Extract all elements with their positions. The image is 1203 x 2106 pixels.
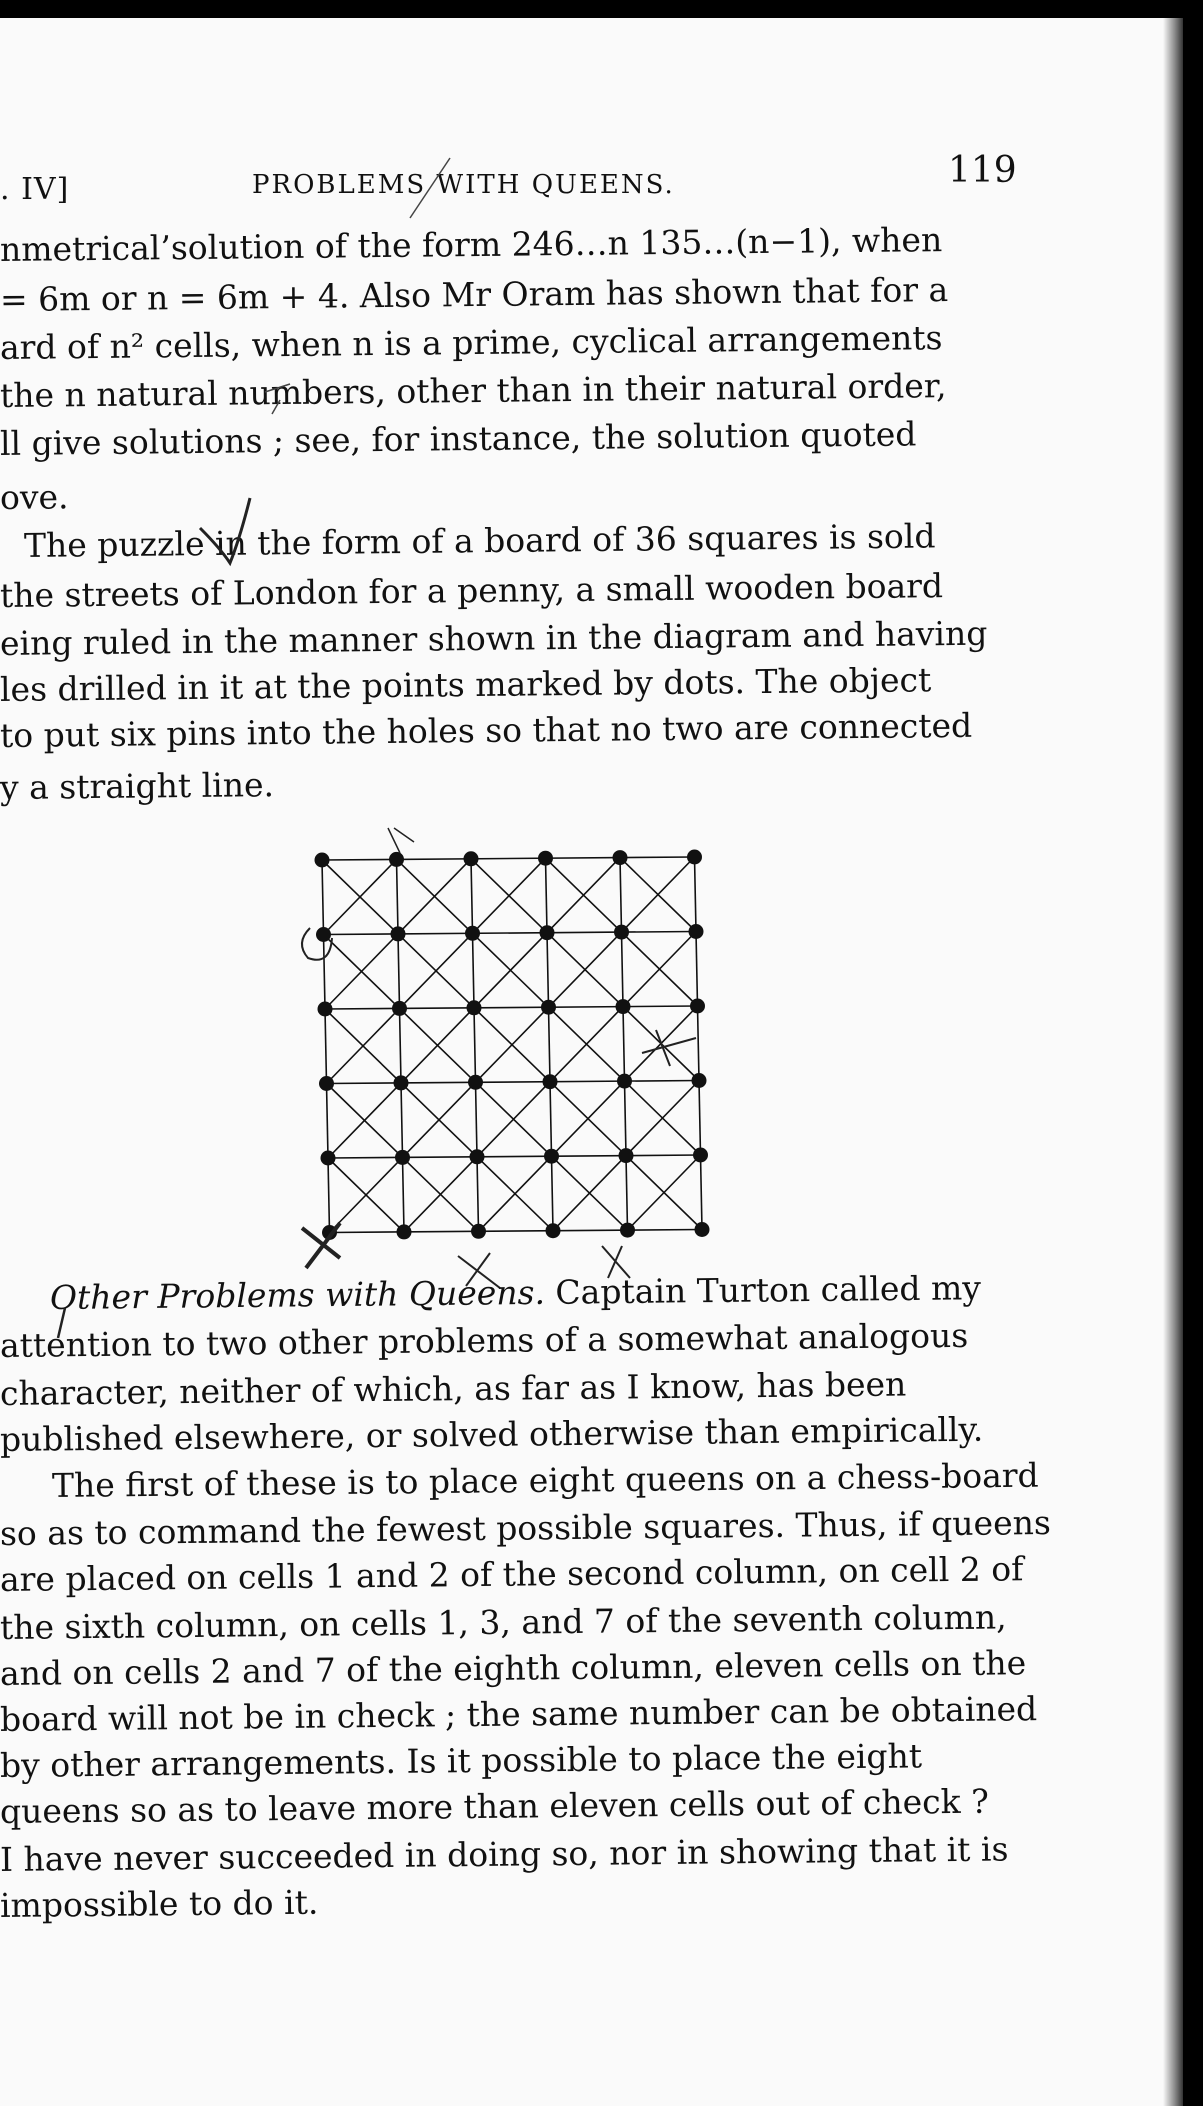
hole-dot (316, 927, 331, 942)
hole-dot (391, 926, 406, 941)
hole-dot (321, 1151, 336, 1166)
text-line: ard of n² cells, when n is a prime, cyclical arrangements (0, 318, 943, 367)
grid-diagonal (626, 1081, 699, 1156)
hole-dot (687, 850, 702, 865)
grid-diagonal (325, 934, 398, 1009)
text-line: = 6m or n = 6m + 4. Also Mr Oram has shown that for a (0, 270, 949, 319)
hole-dot (397, 1224, 412, 1239)
hole-dot (468, 1075, 483, 1090)
hole-dot (689, 924, 704, 939)
grid-diagonal (473, 858, 546, 933)
text-line: impossible to do it. (0, 1882, 319, 1925)
hole-dot (543, 1074, 558, 1089)
grid-col-line (471, 859, 479, 1232)
hole-dot (394, 1075, 409, 1090)
page-number: 119 (948, 150, 1017, 191)
hole-dot (465, 926, 480, 941)
hole-dot (617, 1074, 632, 1089)
text-line: attention to two other problems of a somewhat analogous (0, 1315, 969, 1365)
page-edge (1163, 18, 1183, 2106)
grid-diagonal (628, 1155, 701, 1230)
grid-diagonal (404, 1157, 477, 1232)
grid-diagonal (401, 1008, 474, 1083)
grid-diagonal (622, 857, 695, 932)
text-line: published elsewhere, or solved otherwise than empirically. (0, 1409, 984, 1459)
text-line: to put six pins into the holes so that no two are connected (0, 705, 973, 755)
grid-diagonal (328, 1083, 401, 1158)
text-line: nmetrical’solution of the form 246…n 135…(n−1), when (0, 220, 943, 269)
hole-dot (620, 1223, 635, 1238)
hole-dot (619, 1148, 634, 1163)
hole-dot (315, 853, 330, 868)
hole-dot (464, 851, 479, 866)
grid-row-line (330, 1230, 703, 1233)
text-line: the streets of London for a penny, a small wooden board (0, 566, 944, 615)
text-line: I have never succeeded in doing so, nor in showing that it is (0, 1829, 1009, 1879)
hole-dot (470, 1149, 485, 1164)
hole-dot (695, 1222, 710, 1237)
pen-mark (388, 828, 414, 853)
pen-mark (302, 1223, 340, 1268)
grid-diagonal (327, 1008, 400, 1083)
grid-diagonal (549, 932, 622, 1007)
section-heading: Other Problems with Queens. (49, 1272, 546, 1317)
hole-dot (392, 1001, 407, 1016)
text-line: character, neither of which, as far as I know, has been (0, 1364, 907, 1413)
text-line: The first of these is to place eight queens on a chess-board (51, 1455, 1039, 1505)
book-page (0, 18, 1183, 2106)
grid-diagonal (398, 859, 471, 934)
hole-dot (544, 1149, 559, 1164)
running-header (0, 150, 1183, 210)
grid-diagonal (403, 1082, 476, 1157)
grid-diagonal (623, 932, 696, 1007)
hole-dot (538, 851, 553, 866)
text-line: so as to command the fewest possible squares. Thus, if queens (0, 1502, 1052, 1553)
grid-row-line (327, 1081, 700, 1084)
hole-dot (693, 1148, 708, 1163)
grid-diagonal (553, 1156, 626, 1231)
hole-dot (613, 850, 628, 865)
grid-diagonal (479, 1156, 552, 1231)
grid-diagonal (400, 933, 473, 1008)
text-line: by other arrangements. Is it possible to place the eight (0, 1736, 923, 1785)
grid-diagonal (477, 1082, 550, 1157)
grid-col-line (695, 857, 703, 1230)
hole-dot (471, 1224, 486, 1239)
grid-diagonal (324, 859, 397, 934)
text-span: Captain Turton called my (544, 1268, 982, 1312)
grid-col-line (620, 858, 628, 1231)
hole-dot (614, 925, 629, 940)
hole-dot (692, 1073, 707, 1088)
grid-row-line (322, 857, 695, 860)
grid-col-line (397, 859, 405, 1232)
text-line: The puzzle in the form of a board of 36 squares is sold (23, 516, 936, 565)
hole-dot (319, 1076, 334, 1091)
grid-col-line (322, 860, 330, 1233)
hole-dot (616, 999, 631, 1014)
hole-dot (318, 1002, 333, 1017)
queens-board-diagram (290, 798, 750, 1288)
text-line: board will not be in check ; the same number can be obtained (0, 1689, 1038, 1739)
text-line: and on cells 2 and 7 of the eighth column, eleven cells on the (0, 1643, 1027, 1693)
text-line: queens so as to leave more than eleven cells out of check ? (0, 1781, 990, 1831)
hole-dot (395, 1150, 410, 1165)
grid-row-line (325, 1006, 698, 1009)
grid-diagonal (550, 1007, 623, 1082)
hole-dot (389, 852, 404, 867)
grid-col-line (546, 858, 554, 1230)
grid-row-line (328, 1155, 701, 1158)
grid-diagonal (474, 933, 547, 1008)
hole-dot (541, 1000, 556, 1015)
grid-diagonal (330, 1157, 403, 1232)
text-line: ll give solutions ; see, for instance, the solution quoted (0, 414, 917, 463)
hole-dot (540, 925, 555, 940)
hole-dot (546, 1223, 561, 1238)
chapter-fragment: . IV] (0, 172, 70, 207)
text-line: ove. (0, 477, 69, 517)
grid-diagonal (476, 1007, 549, 1082)
hole-dot (467, 1000, 482, 1015)
grid-row-line (324, 932, 697, 935)
text-line (50, 1266, 981, 1320)
text-line: the n natural numbers, other than in their natural order, (0, 366, 947, 415)
text-line: y a straight line. (0, 765, 275, 807)
grid-diagonal (547, 858, 620, 933)
hole-dot (690, 999, 705, 1014)
grid-diagonal (552, 1081, 625, 1156)
text-line: the sixth column, on cells 1, 3, and 7 of the seventh column, (0, 1597, 1007, 1647)
text-line: les drilled in it at the points marked by dots. The object (0, 660, 932, 709)
text-line: eing ruled in the manner shown in the diagram and having (0, 613, 988, 663)
text-line: are placed on cells 1 and 2 of the second column, on cell 2 of (0, 1549, 1024, 1599)
running-title: PROBLEMS WITH QUEENS. (252, 170, 675, 200)
